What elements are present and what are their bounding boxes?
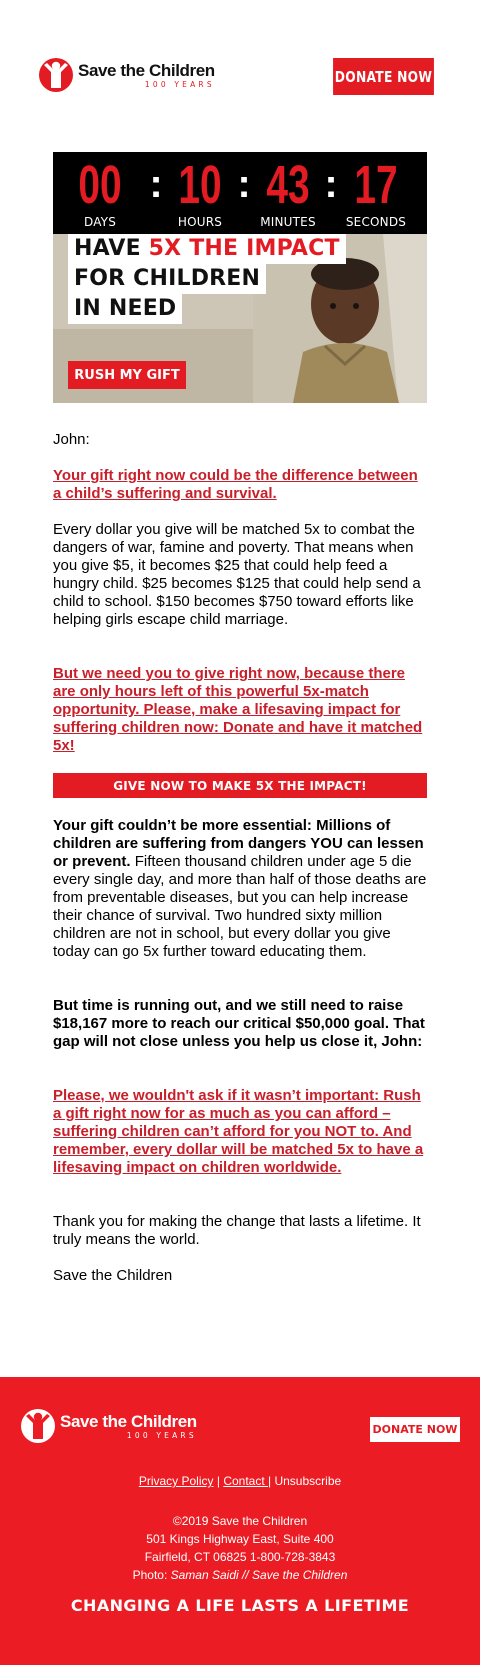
give-now-button[interactable]: GIVE NOW TO MAKE 5X THE IMPACT! bbox=[53, 773, 427, 798]
urgent-link[interactable] bbox=[53, 665, 427, 755]
final-appeal-link[interactable] bbox=[53, 1087, 427, 1177]
donate-now-button[interactable]: DONATE NOW bbox=[333, 58, 434, 95]
lead-link[interactable] bbox=[53, 467, 427, 503]
rush-my-gift-button[interactable]: RUSH MY GIFT bbox=[68, 361, 186, 389]
countdown-value: 43 bbox=[266, 155, 310, 215]
countdown-days bbox=[60, 152, 140, 229]
countdown-value: 10 bbox=[178, 155, 222, 215]
hero-headline-line3: IN NEED bbox=[68, 294, 182, 324]
countdown-timer bbox=[53, 152, 427, 234]
footer-brand-name: Save the Children bbox=[60, 1411, 197, 1431]
countdown-separator: : bbox=[324, 162, 338, 206]
paragraph-match-explanation: Every dollar you give will be matched 5x to combat the dangers of war, famine and poverty. That means when you give $5, it becomes $25 that could help feed a hungry child. $25 becomes $125 that could help send a child to school. $150 becomes $750 toward efforts like helping girls escape child marriage. bbox=[53, 521, 421, 628]
countdown-hours bbox=[160, 152, 240, 229]
urgent-link-text[interactable]: But we need you to give right now, because there are only hours left of this powerful 5x-match opportunity. Please, make a lifesaving impact for suffering children now: Donate and have it matched 5x! bbox=[53, 665, 423, 754]
countdown-label: DAYS bbox=[83, 215, 117, 229]
email-header bbox=[0, 0, 480, 152]
hero-headline-prefix: HAVE bbox=[74, 236, 149, 261]
footer-brand-years: 100 YEARS bbox=[126, 1430, 197, 1440]
paragraph-essential-rest: Fifteen thousand children under age 5 die every single day, and more than half of those deaths are from preventable diseases, but you can help increase their chance of survival. Two hundred sixty million children are not in school, but every dollar you give today can go 5x further toward educating them. bbox=[53, 853, 427, 960]
paragraph-goal: But time is running out, and we still need to raise $18,167 more to reach our critical $50,000 goal. That gap will not close unless you help us close it, John: bbox=[53, 997, 425, 1050]
footer-donate-now-button[interactable]: DONATE NOW bbox=[370, 1417, 460, 1442]
copyright: ©2019 Save the Children bbox=[172, 1514, 308, 1528]
footer-tagline: CHANGING A LIFE LASTS A LIFETIME bbox=[70, 1596, 410, 1615]
final-appeal-link-text[interactable]: Please, we wouldn't ask if it wasn’t important: Rush a gift right now for as much as you can afford – suffering children can’t afford for you NOT to. And remember, every dollar will be matched 5x to have a lifesaving impact on children worldwide. bbox=[53, 1087, 424, 1176]
countdown-value: 00 bbox=[78, 155, 122, 215]
signature: Save the Children bbox=[53, 1267, 173, 1284]
thanks-paragraph: Thank you for making the change that lasts a lifetime. It truly means the world. bbox=[53, 1213, 421, 1248]
address-line-1: 501 Kings Highway East, Suite 400 bbox=[146, 1532, 334, 1546]
privacy-policy-link[interactable]: Privacy Policy bbox=[138, 1474, 214, 1488]
photo-credit-name: Saman Saidi // Save the Children bbox=[170, 1568, 348, 1582]
countdown-minutes bbox=[248, 152, 328, 229]
hero-headline-accent: 5X THE IMPACT bbox=[148, 236, 340, 261]
brand-logo[interactable] bbox=[38, 56, 215, 94]
hero-banner[interactable] bbox=[53, 234, 427, 403]
photo-credit-prefix: Photo: bbox=[132, 1568, 171, 1582]
hero-headline-line2: FOR CHILDREN bbox=[68, 264, 266, 294]
countdown-separator: : bbox=[149, 162, 163, 206]
countdown-value: 17 bbox=[354, 155, 398, 215]
countdown-label: MINUTES bbox=[260, 215, 316, 229]
hero-headline-line1 bbox=[68, 234, 346, 264]
countdown-label: HOURS bbox=[177, 215, 223, 229]
paragraph-essential-bold: Your gift couldn’t be more essential: Millions of children are suffering from dangers YOU can lessen or prevent. bbox=[53, 817, 424, 870]
countdown-separator: : bbox=[237, 162, 251, 206]
child-figure-icon bbox=[38, 56, 74, 94]
countdown-seconds bbox=[336, 152, 416, 229]
lead-link-text[interactable]: Your gift right now could be the difference between a child’s suffering and survival. bbox=[53, 467, 418, 502]
salutation: John: bbox=[53, 431, 90, 448]
address-line-2: Fairfield, CT 06825 1-800-728-3843 bbox=[144, 1550, 336, 1564]
child-figure-icon bbox=[20, 1407, 56, 1445]
footer-link-separator: | bbox=[213, 1474, 224, 1488]
photo-credit bbox=[0, 1566, 480, 1584]
footer-brand-logo[interactable] bbox=[20, 1407, 197, 1445]
paragraph-essential bbox=[53, 817, 427, 961]
footer-link-separator: | bbox=[268, 1474, 275, 1488]
brand-name: Save the Children bbox=[78, 60, 215, 80]
unsubscribe-link[interactable]: Unsubscribe bbox=[274, 1474, 342, 1488]
brand-years: 100 YEARS bbox=[144, 79, 215, 89]
footer-info bbox=[0, 1512, 480, 1584]
footer-links bbox=[0, 1474, 480, 1488]
contact-link[interactable]: Contact bbox=[223, 1474, 269, 1488]
countdown-label: SECONDS bbox=[345, 215, 407, 229]
